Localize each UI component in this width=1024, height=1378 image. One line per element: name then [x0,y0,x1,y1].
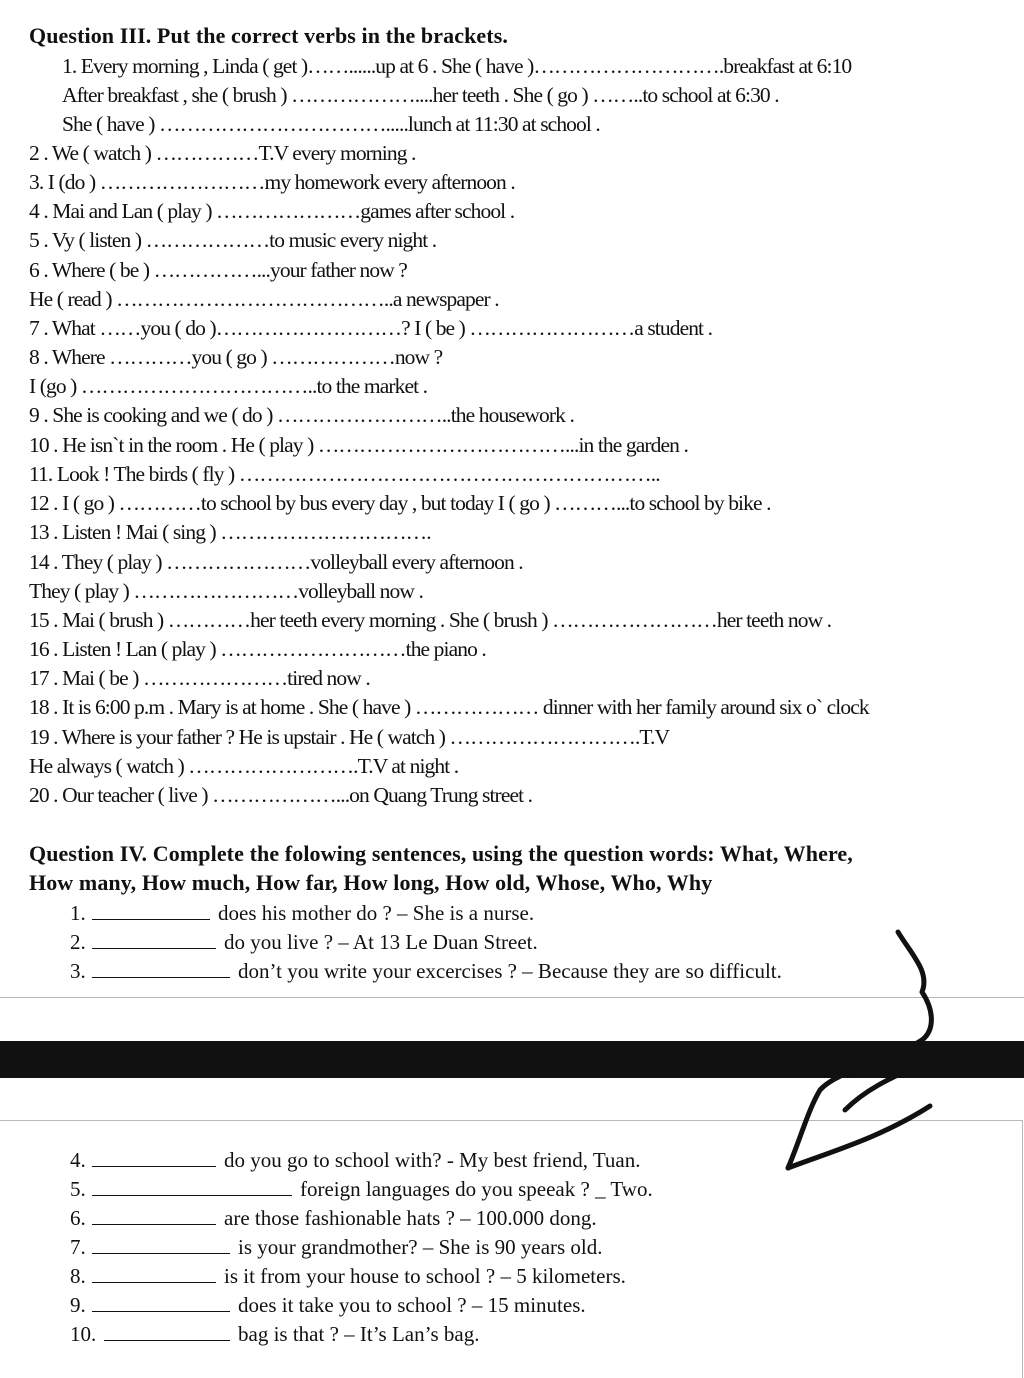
item-text: are those fashionable hats ? – 100.000 dong. [224,1206,597,1230]
item-text: is it from your house to school ? – 5 kilometers. [224,1264,626,1288]
item-number: 6. [70,1206,86,1230]
q3-line: 13 . Listen ! Mai ( sing ) …………………………. [29,520,431,544]
answer-blank[interactable] [92,1177,292,1196]
q3-line: 9 . She is cooking and we ( do ) ……………………..the housework . [29,403,574,427]
q4-item [70,1292,586,1318]
q3-line: He always ( watch ) …………………….T.V at night . [29,754,459,778]
item-text: don’t you write your excercises ? – Because they are so difficult. [238,959,782,983]
q4-item [70,1176,653,1202]
answer-blank[interactable] [92,959,230,978]
q4-item [70,958,782,984]
item-number: 10. [70,1322,97,1346]
page-divider [0,997,1024,998]
q3-line: 10 . He isn`t in the room . He ( play ) ………………………………...in the garden . [29,433,688,457]
q3-line: 17 . Mai ( be ) …………………tired now . [29,666,370,690]
q3-line: 7 . What ……you ( do )………………………? I ( be ) ……………………a student . [29,316,713,340]
item-number: 3. [70,959,86,983]
q3-line: 1. Every morning , Linda ( get )……......up at 6 . She ( have )……………………….breakfast at 6:10 [62,54,852,78]
q3-line: 20 . Our teacher ( live ) ………………...on Quang Trung street . [29,783,533,807]
q3-line: 12 . I ( go ) …………to school by bus every day , but today I ( go ) ………...to school by bike . [29,491,771,515]
q3-line: 14 . They ( play ) …………………volleyball every afternoon . [29,550,523,574]
q4-item [70,1263,626,1289]
answer-blank[interactable] [92,1206,216,1225]
item-text: do you go to school with? - My best friend, Tuan. [224,1148,641,1172]
q4-item [70,1234,603,1260]
q4-item [70,900,534,926]
black-separator-bar [0,1041,1024,1078]
answer-blank[interactable] [92,1148,216,1167]
q4-item [70,1205,597,1231]
question-3-heading: Question III. Put the correct verbs in the brackets. [29,23,508,48]
item-number: 7. [70,1235,86,1259]
q3-line: 11. Look ! The birds ( fly ) …………………………………………………….. [29,462,660,486]
item-text: do you live ? – At 13 Le Duan Street. [224,930,538,954]
q3-line: After breakfast , she ( brush ) ………………....her teeth . She ( go ) ……..to school at 6:30 . [62,83,779,107]
item-text: does his mother do ? – She is a nurse. [218,901,535,925]
item-text: does it take you to school ? – 15 minutes. [238,1293,586,1317]
item-number: 1. [70,901,86,925]
q3-line: 3. I (do ) ……………………my homework every afternoon . [29,170,515,194]
q3-line: 4 . Mai and Lan ( play ) …………………games after school . [29,199,515,223]
q3-line: 18 . It is 6:00 p.m . Mary is at home . She ( have ) ……………… dinner with her family around six o` clock [29,695,869,719]
item-text: bag is that ? – It’s Lan’s bag. [238,1322,480,1346]
item-number: 5. [70,1177,86,1201]
q3-line: She ( have ) …………………………….....lunch at 11:30 at school . [62,112,600,136]
item-number: 4. [70,1148,86,1172]
q4-item [70,1147,640,1173]
answer-blank[interactable] [104,1322,230,1341]
q4-item [70,1321,479,1347]
answer-blank[interactable] [92,1235,230,1254]
answer-blank[interactable] [92,930,216,949]
item-text: is your grandmother? – She is 90 years old. [238,1235,603,1259]
q3-line: He ( read ) …………………………………..a newspaper . [29,287,499,311]
question-4-heading: Question IV. Complete the folowing sentences, using the question words: What, Where, [29,841,853,866]
q4-item [70,929,538,955]
q3-line: They ( play ) ……………………volleyball now . [29,579,423,603]
q3-line: 6 . Where ( be ) ……………...your father now ? [29,258,407,282]
answer-blank[interactable] [92,901,210,920]
question-4-heading-2: How many, How much, How far, How long, How old, Whose, Who, Why [29,870,713,895]
item-number: 2. [70,930,86,954]
q3-line: 8 . Where …………you ( go ) ………………now ? [29,345,443,369]
q3-line: 19 . Where is your father ? He is upstair . He ( watch ) ……………………….T.V [29,725,670,749]
q3-line: I (go ) ……………………………..to the market . [29,374,428,398]
q3-line: 15 . Mai ( brush ) …………her teeth every morning . She ( brush ) ……………………her teeth now . [29,608,832,632]
answer-blank[interactable] [92,1264,216,1283]
answer-blank[interactable] [92,1293,230,1312]
q3-line: 2 . We ( watch ) ……………T.V every morning . [29,141,416,165]
q3-line: 5 . Vy ( listen ) ………………to music every night . [29,228,437,252]
q3-line: 16 . Listen ! Lan ( play ) ………………………the piano . [29,637,486,661]
item-number: 8. [70,1264,86,1288]
item-number: 9. [70,1293,86,1317]
item-text: foreign languages do you speeak ? _ Two. [300,1177,653,1201]
